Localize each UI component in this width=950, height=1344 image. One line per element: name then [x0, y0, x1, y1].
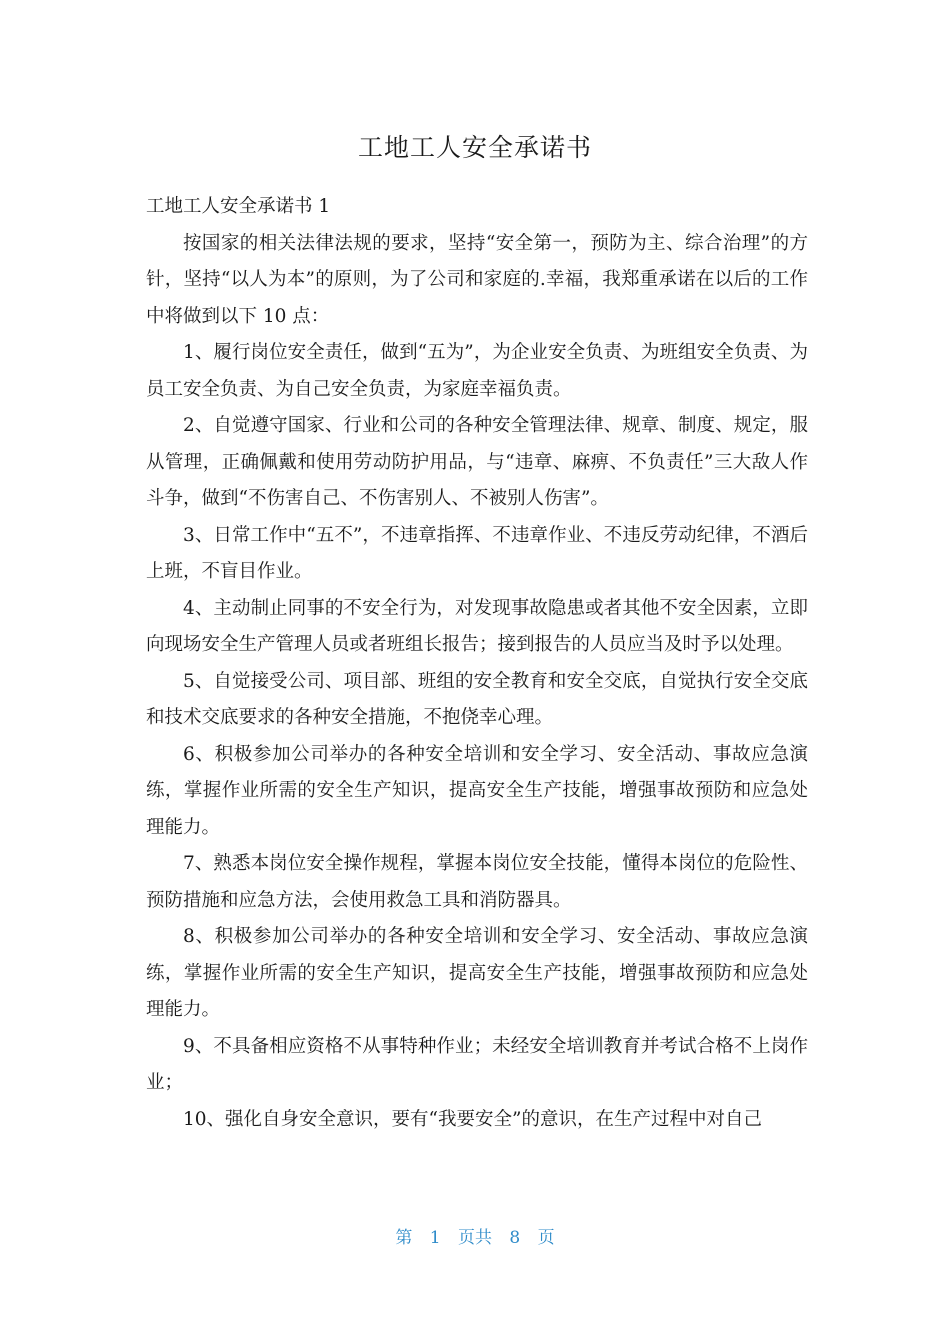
paragraph-item-2: 2、自觉遵守国家、行业和公司的各种安全管理法律、规章、制度、规定，服从管理，正确佩戴和使用劳动防护用品，与“违章、麻痹、不负责任”三大敌人作斗争，做到“不伤害自己、不伤害别人、不被别人伤害”。 [146, 415, 808, 509]
paragraph-item-8: 8、积极参加公司举办的各种安全培训和安全学习、安全活动、事故应急演练，掌握作业所需的安全生产知识，提高安全生产技能，增强事故预防和应急处理能力。 [146, 926, 808, 1020]
paragraph-item-10: 10、强化自身安全意识，要有“我要安全”的意识，在生产过程中对自己 [183, 1108, 762, 1130]
paragraph-item-7: 7、熟悉本岗位安全操作规程，掌握本岗位安全技能，懂得本岗位的危险性、预防措施和应急方法，会使用救急工具和消防器具。 [146, 853, 808, 911]
footer-prefix: 第 [395, 1228, 413, 1248]
footer-suffix: 页 [537, 1228, 555, 1248]
paragraph-item-3: 3、日常工作中“五不”，不违章指挥、不违章作业、不违反劳动纪律，不酒后上班，不盲目作业。 [146, 524, 808, 582]
page-footer [0, 1226, 950, 1250]
footer-current-page: 1 [429, 1228, 441, 1248]
footer-middle: 页共 [458, 1228, 492, 1248]
paragraph-intro: 按国家的相关法律法规的要求，坚持“安全第一，预防为主、综合治理”的方针，坚持“以人为本”的原则，为了公司和家庭的.幸福，我郑重承诺在以后的工作中将做到以下 10 点： [146, 232, 808, 327]
paragraph-item-1: 1、履行岗位安全责任，做到“五为”，为企业安全负责、为班组安全负责、为员工安全负责、为自己安全负责，为家庭幸福负责。 [146, 342, 808, 400]
document-body [146, 189, 808, 1138]
section-heading: 工地工人安全承诺书 1 [146, 196, 331, 217]
paragraph-item-5: 5、自觉接受公司、项目部、班组的安全教育和安全交底，自觉执行安全交底和技术交底要求的各种安全措施，不抱侥幸心理。 [146, 670, 808, 728]
document-title: 工地工人安全承诺书 [357, 133, 592, 162]
paragraph-item-4: 4、主动制止同事的不安全行为，对发现事故隐患或者其他不安全因素，立即向现场安全生产管理人员或者班组长报告；接到报告的人员应当及时予以处理。 [146, 597, 808, 655]
paragraph-item-9: 9、不具备相应资格不从事特种作业；未经安全培训教育并考试合格不上岗作业； [146, 1035, 808, 1093]
footer-total-pages: 8 [509, 1228, 521, 1248]
paragraph-item-6: 6、积极参加公司举办的各种安全培训和安全学习、安全活动、事故应急演练，掌握作业所需的安全生产知识，提高安全生产技能，增强事故预防和应急处理能力。 [146, 743, 808, 838]
